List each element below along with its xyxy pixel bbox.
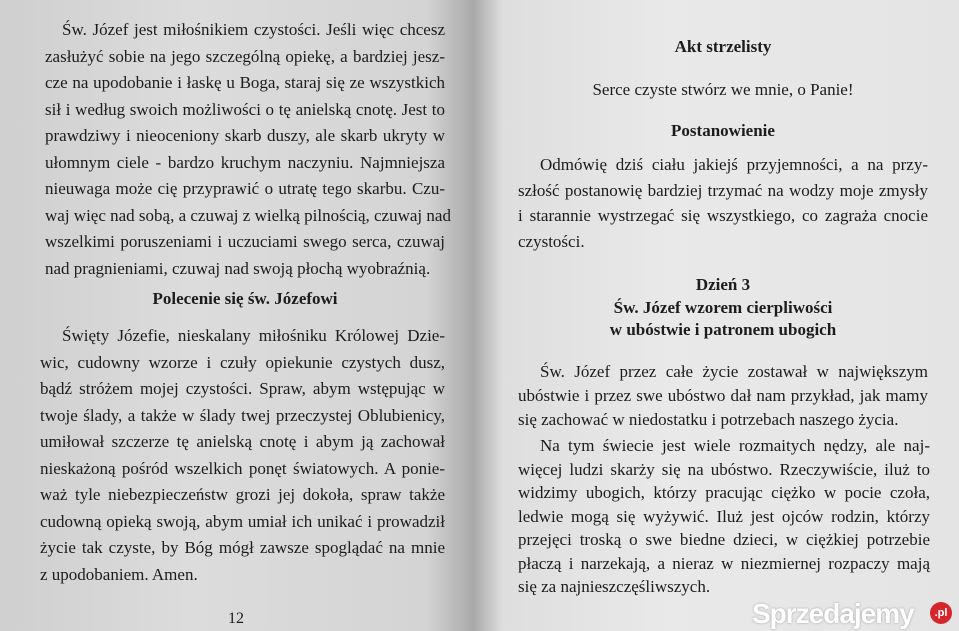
prayer-line: z upodobaniem. Amen. — [40, 564, 198, 584]
paragraph-line: cze na upodobanie i łaskę u Boga, staraj się ze wszystkich — [45, 73, 445, 92]
resolution-line: Odmówię dziś ciału jakiejś przyjemności, a na przy- — [540, 155, 928, 174]
prayer-line: Święty Józefie, nieskalany miłośniku Królowej Dzie- — [62, 326, 445, 345]
prayer-line: waż tyle niebezpieczeństw grozi jej dokoła, spraw także — [40, 485, 445, 504]
prayer-line: cudowną opieką swoją, abym umiał ich unikać i prowadził — [40, 511, 445, 531]
resolution-line: czystości. — [518, 231, 585, 251]
left-page — [0, 0, 474, 631]
heading-postanowienie: Postanowienie — [671, 121, 775, 140]
paragraph-line: Św. Józef jest miłośnikiem czystości. Jeśli więc chcesz — [62, 20, 445, 39]
paragraph-line: ledwie mogą się wyżywić. Iluż jest ojców rodzin, którzy — [518, 506, 930, 526]
paragraph-line: zasłużyć sobie na jego szczególną opiekę, a bardziej jesz- — [45, 46, 445, 66]
chapter-title: Św. Józef wzorem cierpliwości — [613, 298, 833, 317]
prayer-line: życie tak czyste, by Bóg mógł zawsze spoglądać na mnie — [40, 538, 445, 557]
paragraph-line: nieuwaga może cię przyprawić o utratę tego skarbu. Czu- — [45, 179, 445, 198]
paragraph-line: płaczą i narzekają, a nieraz w niezmiernej rozpaczy mają — [518, 553, 930, 573]
paragraph-line: Św. Józef przez całe życie zostawał w największym — [540, 362, 928, 381]
paragraph-line: sił i według swoich możliwości o tę anielską cnotę. Jest to — [45, 99, 445, 119]
paragraph-line: się za najnieszczęśliwszych. — [518, 577, 711, 596]
paragraph-line: ubóstwie i przez swe ubóstwo dał nam przykład, jak mamy — [518, 386, 928, 405]
paragraph-line: nad pragnieniami, czuwaj nad swoją płochą wyobraźnią. — [45, 258, 431, 278]
day-heading: Dzień 3 — [695, 275, 751, 294]
resolution-line: i starannie wystrzegać się wszystkiego, co zagraża cnocie — [518, 206, 928, 225]
watermark-logo: Sprzedajemy — [752, 598, 914, 629]
prayer-line: bądź stróżem mojej czystości. Spraw, abym wstępując w — [40, 379, 445, 398]
resolution-line: szłość postanowię bardziej trzymać na wodzy moje zmysły — [518, 180, 928, 200]
paragraph-line: wszelkimi poruszeniami i uczuciami swego serca, czuwaj — [45, 232, 445, 251]
paragraph-line: przejęci troską o swe biedne dzieci, w ciężkiej potrzebie — [518, 530, 930, 549]
watermark-badge: .pl — [930, 602, 952, 624]
paragraph-line: więcej ludzi skarży się na ubóstwo. Rzeczywiście, iluż to — [518, 459, 930, 479]
heading-akt-strzelisty: Akt strzelisty — [674, 37, 772, 56]
prayer-line: wic, cudowny wzorze i czuły opiekunie czystych dusz, — [40, 352, 445, 372]
page-number: 12 — [228, 610, 244, 627]
paragraph-line: widzimy ubogich, którzy pracując ciężko w pocie czoła, — [518, 483, 930, 502]
paragraph-line: ułomnym ciele - bardzo kruchym naczyniu. Najmniejsza — [45, 152, 445, 172]
paragraph-line: Na tym świecie jest wiele rozmaitych nędzy, ale naj- — [540, 436, 930, 455]
invocation: Serce czyste stwórz we mnie, o Panie! — [592, 80, 854, 99]
section-heading: Polecenie się św. Józefowi — [152, 289, 338, 308]
prayer-line: twoje ślady, a także w ślady twej przeczystej Oblubienicy, — [40, 405, 445, 425]
chapter-title: w ubóstwie i patronem ubogich — [609, 320, 837, 339]
paragraph-line: waj więc nad sobą, a czuwaj z wielką pilnością, czuwaj nad — [45, 205, 451, 225]
paragraph-line: się zachować w niedostatku i potrzebach naszego życia. — [518, 410, 899, 429]
prayer-line: umiłował szczerze tę anielską cnotę i abym ją zachował — [40, 432, 445, 451]
paragraph-line: prawdziwy i nieoceniony skarb duszy, ale skarb ukryty w — [45, 126, 445, 145]
prayer-line: nieskażoną pośród wszelkich ponęt światowych. A ponie- — [40, 458, 445, 478]
